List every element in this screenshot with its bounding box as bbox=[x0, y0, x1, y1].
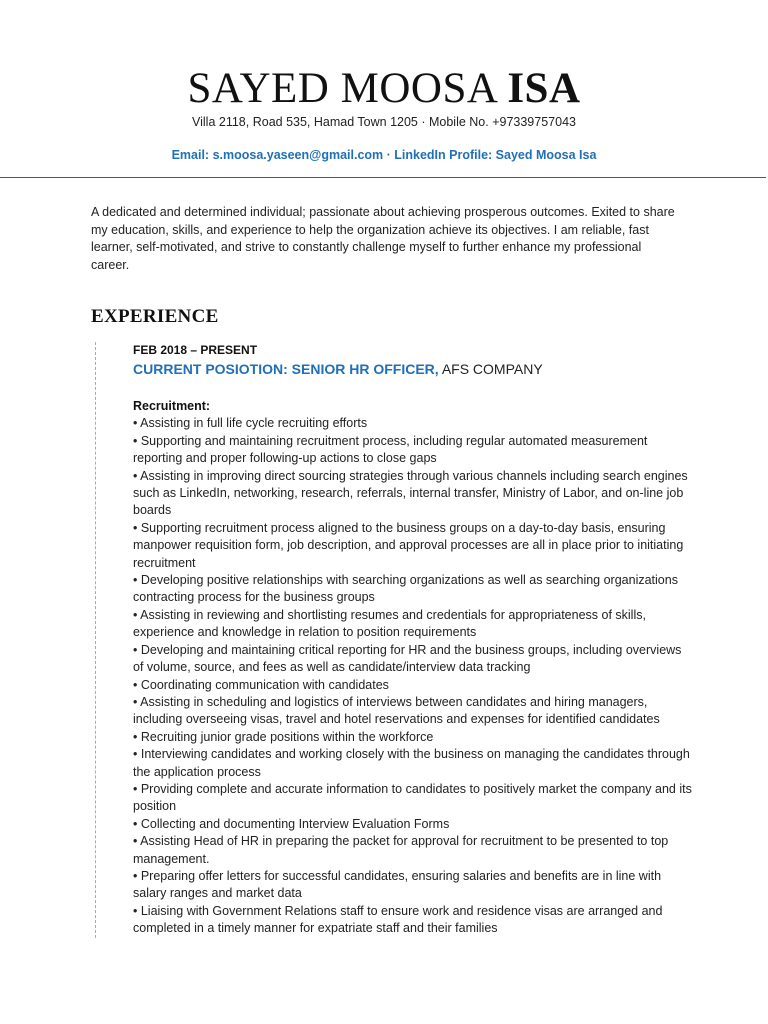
candidate-name bbox=[0, 64, 768, 114]
duty-item: • Preparing offer letters for successful candidates, ensuring salaries and benefits are in line with salary ranges and market data bbox=[133, 868, 662, 901]
duty-item: • Coordinating communication with candidates bbox=[133, 677, 389, 692]
duty-item: • Developing positive relationships with searching organizations as well as searching organizations contracting process for the business groups bbox=[133, 573, 678, 605]
duty-item: • Providing complete and accurate information to candidates to positively market the company and its position bbox=[133, 781, 692, 814]
duty-item: • Liaising with Government Relations staff to ensure work and residence visas are arranged and completed in a timely manner for expatriate staff and their families bbox=[133, 903, 663, 936]
duties-list bbox=[133, 415, 693, 937]
duty-item: • Collecting and documenting Interview Evaluation Forms bbox=[133, 816, 450, 831]
duty-item: • Assisting in scheduling and logistics of interviews between candidates and hiring managers, including overseeing visas, travel and hotel reservations and expenses for identified candidates bbox=[133, 694, 660, 727]
job-entry bbox=[133, 341, 693, 938]
header-divider bbox=[0, 177, 766, 178]
summary-paragraph: A dedicated and determined individual; passionate about achieving prosperous outcomes. Exited to share my education, skills, and experience to help the organization achieve its objectives. I am reliable, fast learner, self-motivated, and strive to constantly challenge myself to further enhance my professional career. bbox=[91, 205, 675, 272]
duty-item: • Supporting and maintaining recruitment process, including regular automated measurement reporting and proper following-up actions to close gaps bbox=[133, 433, 648, 466]
last-name: ISA bbox=[507, 65, 581, 112]
duty-item: • Supporting recruitment process aligned to the business groups on a day-to-day basis, ensuring manpower requisition form, job description, and approval processes are all in place prior to initiating recruitment bbox=[133, 520, 684, 570]
duty-item: • Assisting in improving direct sourcing strategies through various channels including search engines such as LinkedIn, networking, research, referrals, internal transfer, Ministry of Labor, and on-line job boards bbox=[133, 468, 688, 518]
duty-item: • Developing and maintaining critical reporting for HR and the business groups, including overviews of volume, source, and fees as well as candidate/interview data tracking bbox=[133, 642, 682, 675]
links-line[interactable]: Email: s.moosa.yaseen@gmail.com · LinkedIn Profile: Sayed Moosa Isa bbox=[171, 148, 597, 162]
first-name: SAYED MOOSA bbox=[187, 65, 497, 112]
job-title-line bbox=[133, 359, 693, 379]
contact-line: Villa 2118, Road 535, Hamad Town 1205 · Mobile No. +97339757043 bbox=[192, 115, 576, 129]
job-date-range: FEB 2018 – PRESENT bbox=[133, 343, 258, 357]
job-company: AFS COMPANY bbox=[441, 361, 543, 377]
experience-heading: EXPERIENCE bbox=[91, 306, 219, 327]
duty-item: • Assisting in full life cycle recruiting efforts bbox=[133, 416, 368, 431]
duty-item: • Interviewing candidates and working closely with the business on managing the candidates through the application process bbox=[133, 747, 690, 779]
timeline-line bbox=[95, 342, 96, 938]
duty-item: • Recruiting junior grade positions within the workforce bbox=[133, 729, 434, 744]
duty-item: • Assisting in reviewing and shortlisting resumes and credentials for appropriateness of skills, experience and knowledge in relation to position requirements bbox=[133, 607, 646, 640]
duty-item: • Assisting Head of HR in preparing the packet for approval for recruitment to be presented to top management. bbox=[133, 834, 669, 866]
job-title: CURRENT POSIOTION: SENIOR HR OFFICER, bbox=[133, 361, 439, 377]
recruitment-label: Recruitment: bbox=[133, 399, 211, 413]
